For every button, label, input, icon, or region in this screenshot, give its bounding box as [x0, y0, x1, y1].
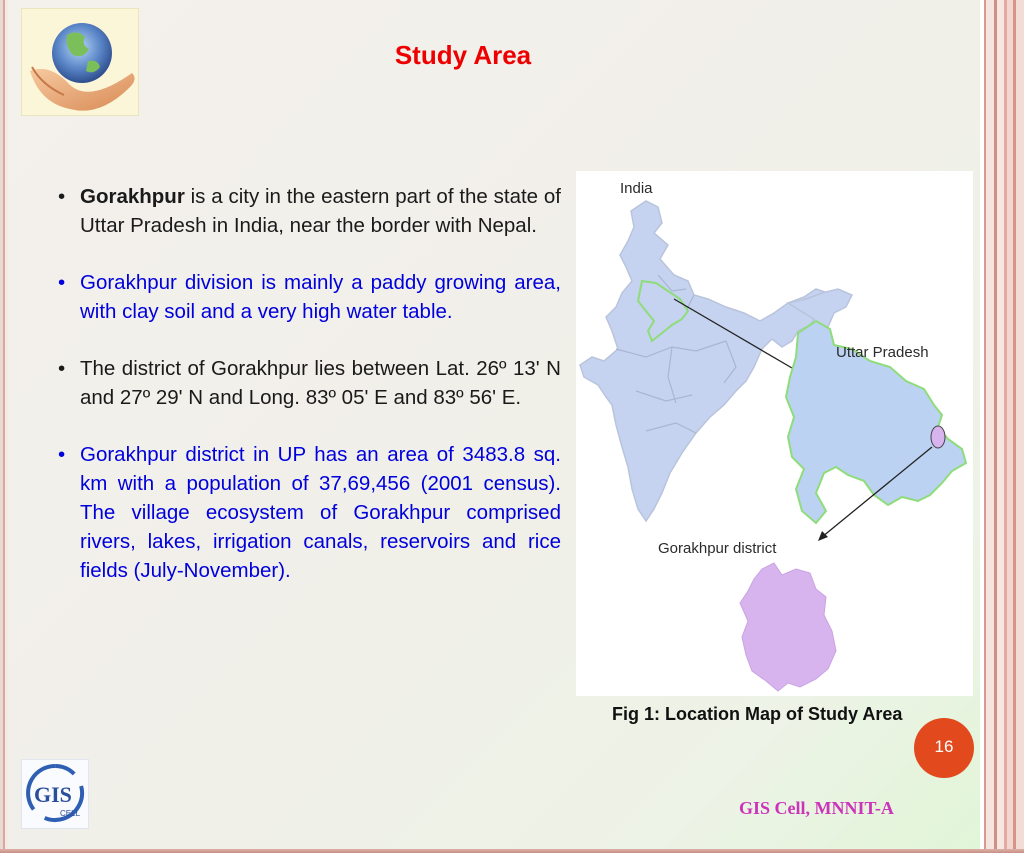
bullet-marker: • [58, 271, 66, 294]
label-india: India [620, 180, 653, 197]
gis-logo-subtext: CELL [60, 809, 81, 818]
footer-text: GIS Cell, MNNIT-A [739, 798, 894, 818]
location-map-svg [576, 171, 973, 696]
gis-logo-text: GIS [34, 782, 72, 807]
gorakhpur-district-shape [740, 563, 836, 691]
bottom-border [0, 849, 1024, 853]
bullet-item-1 [56, 182, 561, 240]
bullet-item-4 [56, 440, 561, 585]
gorakhpur-district-marker [931, 426, 945, 448]
india-map-shape [580, 201, 828, 521]
label-gorakhpur-district: Gorakhpur district [658, 540, 777, 557]
bullet-item-3 [56, 354, 561, 412]
gis-cell-logo [21, 759, 89, 829]
gis-cell-logo-icon [22, 760, 88, 828]
slide-title: Study Area [394, 40, 532, 70]
location-map [576, 171, 973, 696]
figure-caption: Fig 1: Location Map of Study Area [612, 704, 903, 724]
bullet-marker: • [58, 443, 66, 466]
bullet-text: Gorakhpur district in UP has an area of 3483.8 sq. km with a population of 37,69,456 (2001 census). The village ecosystem of Gorakhpur comprised rivers, lakes, irrigation canals, reservoirs and rice fields (July-November). [80, 443, 561, 582]
bullet-marker: • [58, 357, 66, 380]
hands-holding-globe-icon [22, 9, 138, 115]
bullet-list [56, 182, 561, 613]
bullet-text: is a city in the eastern part of the state of Uttar Pradesh in India, near the border with Nepal. [80, 185, 561, 237]
bullet-text: Gorakhpur division is mainly a paddy growing area, with clay soil and a very high water table. [80, 271, 561, 323]
bullet-text: The district of Gorakhpur lies between Lat. 26º 13' N and 27º 29' N and Long. 83º 05' E and 83º 56' E. [80, 357, 561, 409]
hands-globe-logo [21, 8, 139, 116]
bullet-bold-term: Gorakhpur [80, 185, 185, 208]
left-border [0, 0, 8, 853]
page-number-badge: 16 [914, 718, 974, 778]
label-uttar-pradesh: Uttar Pradesh [836, 344, 929, 361]
bullet-item-2 [56, 268, 561, 326]
bullet-marker: • [58, 185, 66, 208]
right-stripes [980, 0, 1024, 853]
